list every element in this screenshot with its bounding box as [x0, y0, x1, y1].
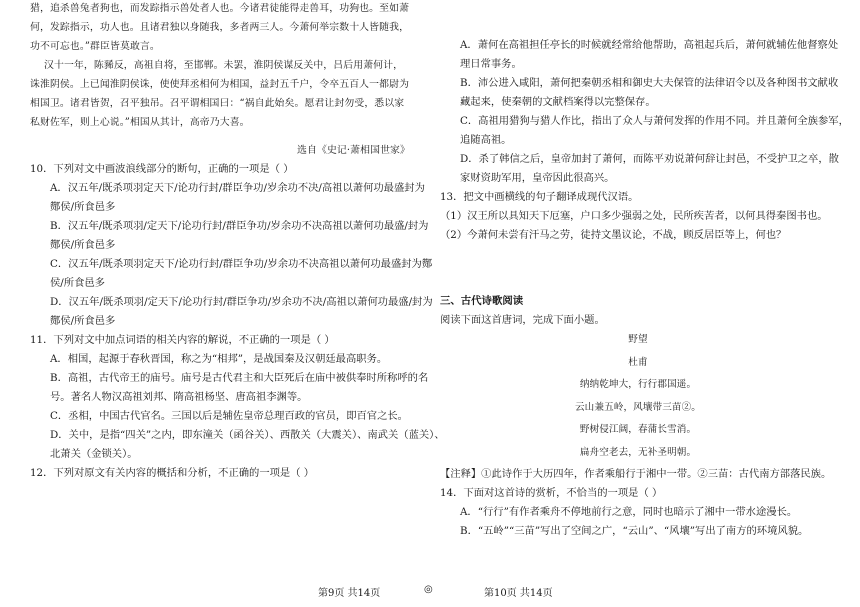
- passage-line: 汉十一年，陈豨反，高祖自将，至邯郸。未罢，淮阴侯谋反关中，吕后用萧何计，: [44, 60, 404, 71]
- option-line: C．高祖用猎狗与猎人作比，指出了众人与萧何发挥的作用不同。并且萧何全族参军，: [460, 115, 849, 127]
- poem-title: 野望: [628, 334, 648, 345]
- page-number-right: 第10页 共14页: [484, 588, 553, 599]
- option-line: 追随高祖。: [460, 134, 512, 146]
- option-line: 藏起来，使秦朝的文献档案得以完整保存。: [460, 96, 656, 108]
- passage-source: 选自《史记·萧相国世家》: [297, 145, 410, 156]
- poem-line: 云山兼五岭，风壤带三苗②。: [574, 401, 702, 413]
- translation-item: （1）汉王所以具知天下厄塞，户口多少强弱之处，民所疾苦者，以何具得秦图书也。: [440, 210, 828, 222]
- poem-line: 野树侵江阔，春蒲长雪消。: [579, 424, 697, 436]
- question-13: [440, 188, 836, 245]
- option-line: D．杀了韩信之后，皇帝加封了萧何，而陈平劝说萧何辞让封邑，不受护卫之卒，散: [460, 153, 839, 165]
- poem-line: 扁舟空老去，无补圣明朝。: [579, 446, 697, 458]
- passage-line: 猎，追杀兽兔者狗也，而发踪指示兽处者人也。今诸君徒能得走兽耳，功狗也。至如萧: [30, 3, 410, 14]
- center-mark: ◎: [424, 584, 433, 595]
- option-line: B．沛公进入咸阳，萧何把秦朝丞相和御史大夫保管的法律诏令以及各种图书文献收: [460, 77, 839, 89]
- passage-line: 相国卫。诸君皆贺，召平独吊。召平谓相国曰：“祸自此始矣。愿君让封勿受，悉以家: [30, 98, 405, 109]
- poem: [440, 329, 836, 465]
- question-14: [440, 484, 836, 541]
- left-column: [30, 0, 445, 483]
- option-line: D．关中，是指“四关”之内，即东潼关（函谷关）、西散关（大震关）、南武关（蓝关）、: [50, 429, 445, 441]
- question-stem: 13．把文中画横线的句子翻译成现代汉语。: [440, 191, 639, 203]
- option-line: 北萧关（金锁关）。: [50, 448, 138, 460]
- option-line: A．萧何在高祖担任亭长的时候就经常给他帮助，高祖起兵后，萧何就辅佐他督察处: [460, 39, 839, 51]
- right-column: [440, 0, 849, 541]
- question-12-stem: 12．下列对原文有关内容的概括和分析，不正确的一项是（ ）: [30, 467, 315, 479]
- option-line: D．汉五年/既杀项羽/定天下/论功行封/群臣争功/岁余功不决/高祖以萧何功最盛/封为: [50, 296, 433, 308]
- option-line: 理日常事务。: [460, 58, 522, 70]
- option-line: B．汉五年/既杀项羽/定天下/论功行封/群臣争功/岁余功不决高祖以萧何功最盛/封为: [50, 220, 429, 232]
- option-line: B．高祖，古代帝王的庙号。庙号是古代君主和大臣死后在庙中被供奉时所称呼的名: [50, 372, 429, 384]
- option-line: 酂侯/所食邑多: [50, 201, 116, 213]
- question-stem: 14．下面对这首诗的赏析，不恰当的一项是（ ）: [440, 486, 663, 499]
- poem-note: 【注释】①此诗作于大历四年，作者乘船行于湘中一带。②三苗：古代南方部落民族。: [440, 467, 832, 480]
- option-line: A．“行行”有作者乘舟不停地前行之意，同时也暗示了湘中一带水途漫长。: [460, 505, 798, 518]
- question-stem: 10．下列对文中画波浪线部分的断句，正确的一项是（ ）: [30, 163, 294, 175]
- passage-line: 何，发踪指示，功人也。且诸君独以身随我，多者两三人。今萧何举宗数十人皆随我，: [30, 22, 410, 33]
- passage-line: 诛淮阴侯。上已闻淮阴侯诛，使使拜丞相何为相国，益封五千户，令卒五百人一都尉为: [30, 79, 410, 90]
- passage-line: 功不可忘也。”群臣皆莫敢言。: [30, 41, 160, 52]
- option-line: A．相国，起源于春秋晋国，称之为“相邦”，是战国秦及汉朝廷最高职务。: [50, 353, 388, 365]
- section-title: 三、古代诗歌阅读: [440, 295, 524, 307]
- translation-item: （2）今萧何未尝有汗马之劳，徒持文墨议论，不战，顾反居臣等上，何也？: [440, 229, 787, 241]
- question-12-options: [440, 36, 849, 188]
- option-line: 酂侯/所食邑多: [50, 239, 116, 251]
- passage: [30, 0, 422, 132]
- question-stem: 11．下列对文中加点词语的相关内容的解说，不正确的一项是（ ）: [30, 334, 335, 346]
- option-line: A．汉五年/既杀项羽定天下/论功行封/群臣争功/岁余功不决/高祖以萧何功最盛封为: [50, 182, 425, 194]
- option-line: 家财资助军用，皇帝因此很高兴。: [460, 172, 615, 184]
- passage-line: 私财佐军，则上心说。”相国从其计，高帝乃大喜。: [30, 117, 250, 128]
- question-11: [30, 331, 445, 464]
- option-line: 酂侯/所食邑多: [50, 315, 116, 327]
- section-intro: 阅读下面这首唐词，完成下面小题。: [440, 314, 605, 326]
- page-number-left: 第9页 共14页: [318, 588, 381, 599]
- option-line: C．丞相，中国古代官名。三国以后是辅佐皇帝总理百政的官员，即百官之长。: [50, 410, 408, 422]
- option-line: 号。著名人物汉高祖刘邦、隋高祖杨坚、唐高祖李渊等。: [50, 391, 308, 403]
- question-10: [30, 160, 433, 331]
- option-line: B．“五岭”“三苗”写出了空间之广，“云山”、“风壤”写出了南方的环境风貌。: [460, 524, 809, 537]
- option-line: 侯/所食邑多: [50, 277, 105, 289]
- option-line: C．汉五年/既杀项羽定天下/论功行封/群臣争功/岁余功不决高祖以萧何功最盛封为酂: [50, 258, 433, 270]
- poem-line: 纳纳乾坤大，行行郡国遥。: [579, 379, 697, 391]
- poem-author: 杜甫: [628, 356, 648, 368]
